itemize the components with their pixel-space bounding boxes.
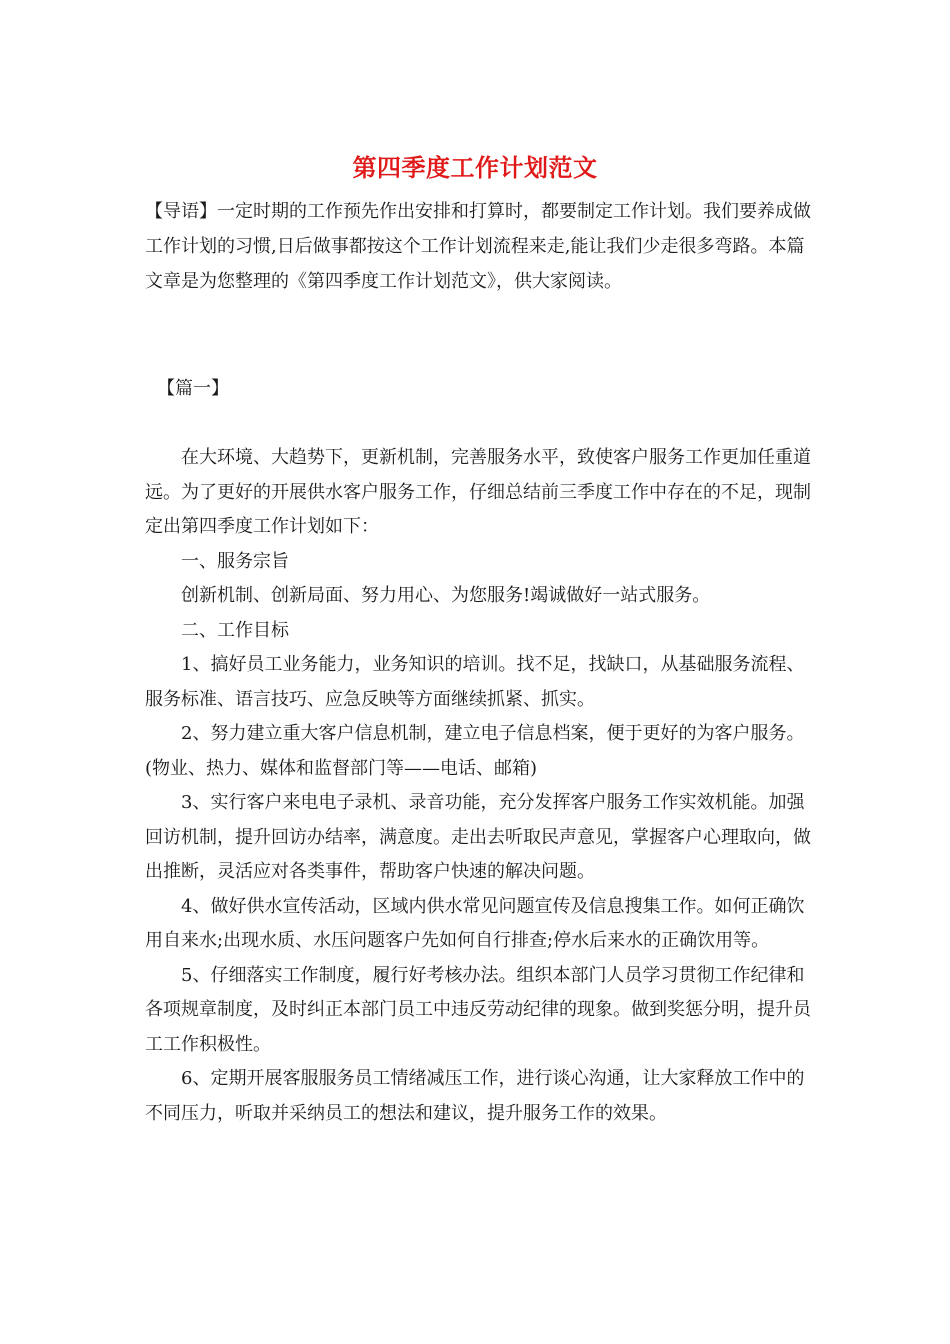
list-item: 6、定期开展客服服务员工情绪减压工作，进行谈心沟通，让大家释放工作中的不同压力，听取并采纳员工的想法和建议，提升服务工作的效果。 [145,1068,805,1124]
list-item: 2、努力建立重大客户信息机制，建立电子信息档案，便于更好的为客户服务。(物业、热力、媒体和监督部门等——电话、邮箱) [145,723,805,779]
heading-service-purpose: 一、服务宗旨 [181,550,289,572]
intro-paragraph [145,194,815,299]
section-label: 【篇一】 [157,378,229,399]
list-item: 1、搞好员工业务能力，业务知识的培训。找不足，找缺口，从基础服务流程、服务标准、语言技巧、应急反映等方面继续抓紧、抓实。 [145,654,805,710]
body-paragraph: 创新机制、创新局面、努力用心、为您服务!竭诚做好一站式服务。 [181,585,711,606]
list-item: 4、做好供水宣传活动，区域内供水常见问题宣传及信息搜集工作。如何正确饮用自来水;出现水质、水压问题客户先如何自行排查;停水后来水的正确饮用等。 [145,895,805,951]
list-item: 3、实行客户来电电子录机、录音功能，充分发挥客户服务工作实效机能。加强回访机制，提升回访办结率，满意度。走出去听取民声意见，掌握客户心理取向，做出推断，灵活应对各类事件，帮助客户快速的解决问题。 [145,792,811,882]
body-content [145,441,815,1131]
document-title: 第四季度工作计划范文 [352,153,598,182]
heading-work-goals: 二、工作目标 [181,619,289,641]
list-item: 5、仔细落实工作制度，履行好考核办法。组织本部门人员学习贯彻工作纪律和各项规章制度，及时纠正本部门员工中违反劳动纪律的现象。做到奖惩分明，提升员工工作积极性。 [145,964,811,1055]
intro-text: 【导语】一定时期的工作预先作出安排和打算时，都要制定工作计划。我们要养成做工作计划的习惯,日后做事都按这个工作计划流程来走,能让我们少走很多弯路。本篇文章是为您整理的《第四季度工作计划范文》，供大家阅读。 [145,201,811,292]
body-paragraph: 在大环境、大趋势下，更新机制，完善服务水平，致使客户服务工作更加任重道远。为了更好的开展供水客户服务工作，仔细总结前三季度工作中存在的不足，现制定出第四季度工作计划如下： [145,447,811,537]
